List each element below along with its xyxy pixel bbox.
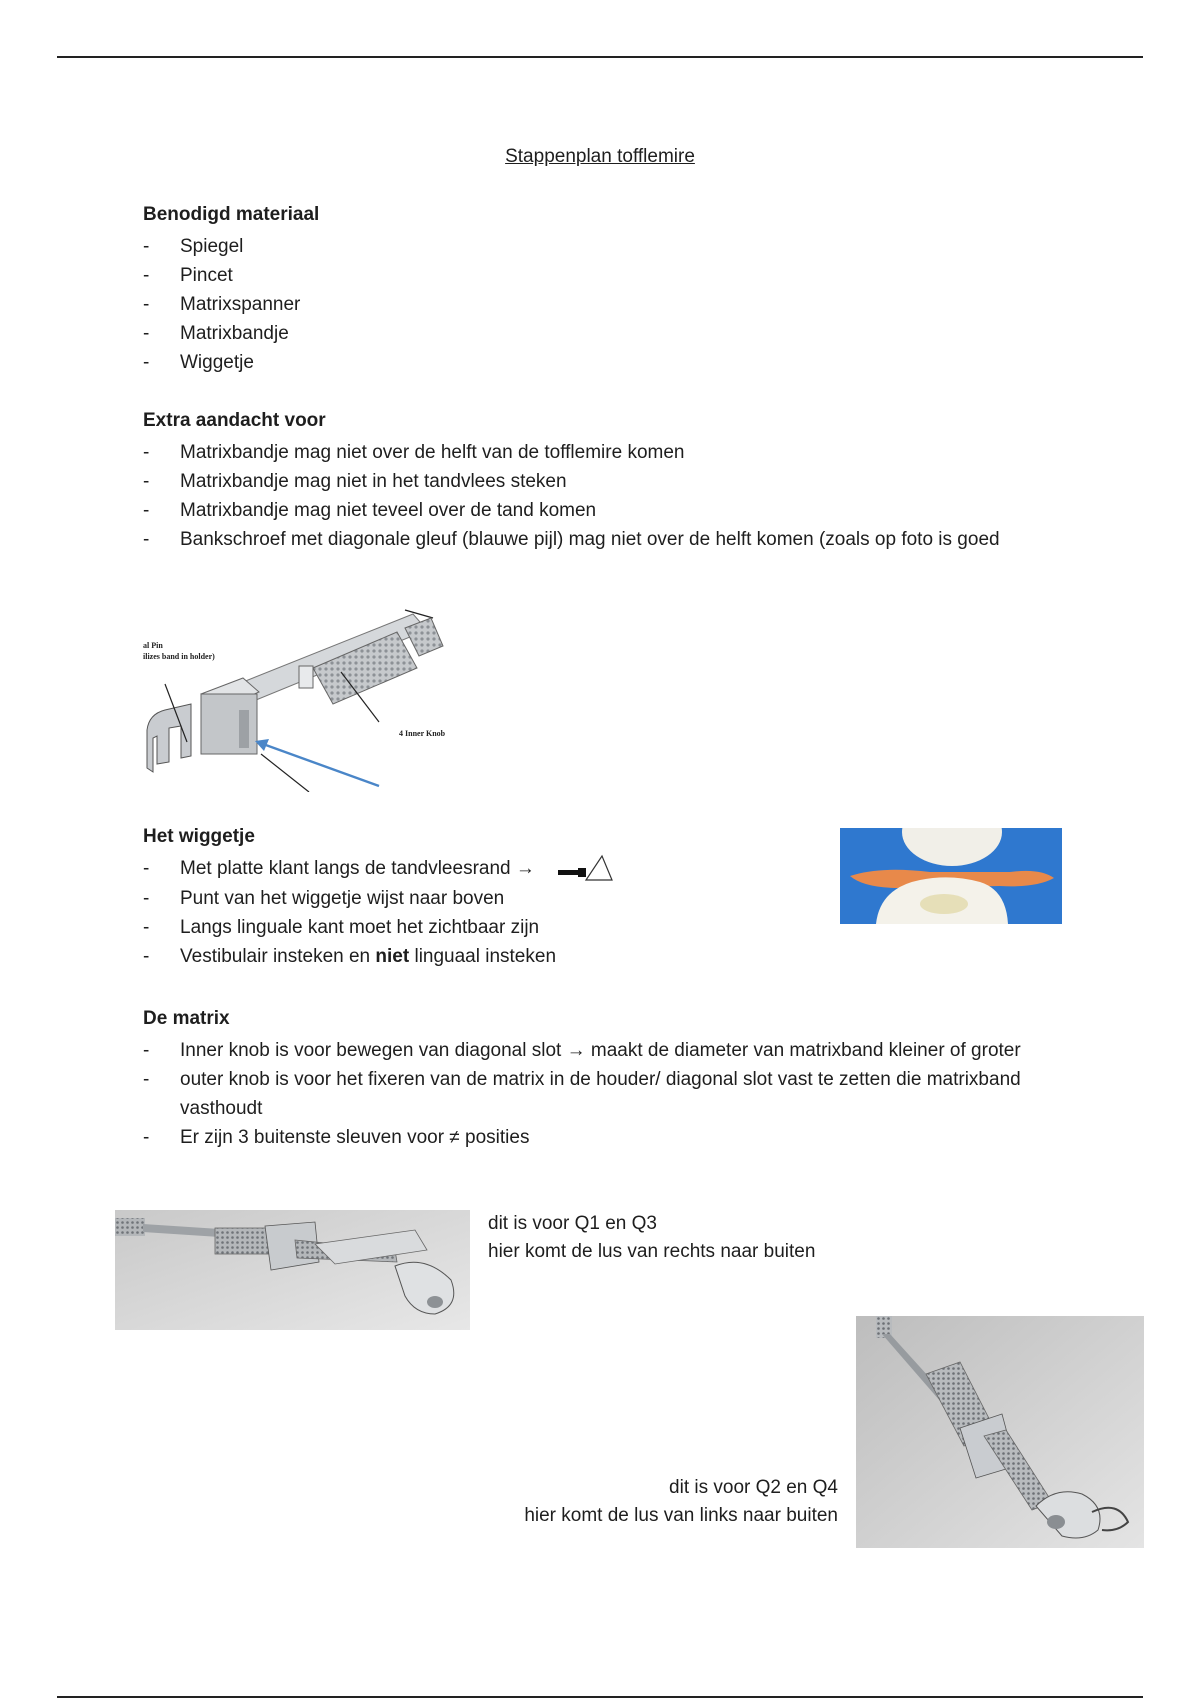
materials-section <box>143 204 319 377</box>
wedge-item4-bold: niet <box>375 946 410 967</box>
wedge-item4-post: linguaal insteken <box>409 946 557 967</box>
q1-q3-line1: dit is voor Q1 en Q3 <box>488 1213 657 1234</box>
materials-heading: Benodigd materiaal <box>143 204 320 225</box>
q2-q4-caption <box>420 1474 838 1530</box>
label-pin-line2: ilizes band in holder) <box>143 652 215 661</box>
list-item: - Bankschroef met diagonale gleuf (blauwe pijl) mag niet over de helft komen (zoals op foto is goed <box>143 525 1023 554</box>
list-item: - Pincet <box>143 261 319 290</box>
tofflemire-drawing <box>143 606 473 792</box>
document-title: Stappenplan tofflemire <box>505 146 695 167</box>
list-item: - Matrixbandje mag niet teveel over de tand komen <box>143 496 1023 525</box>
tofflemire-photo-q1-q3-drawing <box>115 1210 470 1330</box>
list-item: - Inner knob is voor bewegen van diagonal slot → maakt de diameter van matrixband kleiner of groter <box>143 1036 1043 1065</box>
list-item: - Punt van het wiggetje wijst naar boven <box>143 884 743 913</box>
wedge-item4-pre: Vestibulair insteken en <box>180 946 376 967</box>
q2-q4-line1: dit is voor Q2 en Q4 <box>669 1477 838 1498</box>
materials-list <box>143 232 319 377</box>
list-item: - outer knob is voor het fixeren van de matrix in de houder/ diagonal slot vast te zetten die matrixband vasthoudt <box>143 1065 1043 1123</box>
tofflemire-photo-q1-q3 <box>115 1210 470 1330</box>
matrix-heading: De matrix <box>143 1008 230 1029</box>
wedge-item-text: Met platte klant langs de tandvleesrand → <box>180 858 535 880</box>
wedge-heading: Het wiggetje <box>143 826 255 847</box>
matrix-section <box>143 1008 1043 1152</box>
wedge-list <box>143 854 743 971</box>
list-item: - Matrixbandje <box>143 319 319 348</box>
list-item: - Matrixbandje mag niet in het tandvlees steken <box>143 467 1023 496</box>
list-item: - Langs linguale kant moet het zichtbaar zijn <box>143 913 743 942</box>
attention-section <box>143 410 1023 554</box>
list-item: - Matrixbandje mag niet over de helft van de tofflemire komen <box>143 438 1023 467</box>
attention-list <box>143 438 1023 554</box>
wedge-photo <box>840 828 1062 924</box>
tofflemire-photo-q2-q4 <box>856 1316 1144 1548</box>
attention-heading: Extra aandacht voor <box>143 410 326 431</box>
list-item: - Spiegel <box>143 232 319 261</box>
tofflemire-photo-q2-q4-drawing <box>856 1316 1144 1548</box>
footer-rule <box>57 1696 1143 1698</box>
label-inner-knob: 4 Inner Knob <box>399 729 446 738</box>
label-pin-line1: al Pin <box>143 641 163 650</box>
q2-q4-line2: hier komt de lus van links naar buiten <box>524 1505 838 1526</box>
header-rule <box>57 56 1143 58</box>
list-item: - Matrixspanner <box>143 290 319 319</box>
wedge-shape-icon <box>558 854 614 884</box>
wedge-section <box>143 826 743 971</box>
tofflemire-diagram <box>143 606 473 792</box>
wedge-photo-drawing <box>840 828 1062 924</box>
q1-q3-line2: hier komt de lus van rechts naar buiten <box>488 1241 816 1262</box>
list-item <box>143 942 743 971</box>
q1-q3-caption <box>488 1210 815 1266</box>
list-item: - Wiggetje <box>143 348 319 377</box>
matrix-list <box>143 1036 1043 1152</box>
list-item: - Er zijn 3 buitenste sleuven voor ≠ posities <box>143 1123 1043 1152</box>
list-item <box>143 854 743 884</box>
